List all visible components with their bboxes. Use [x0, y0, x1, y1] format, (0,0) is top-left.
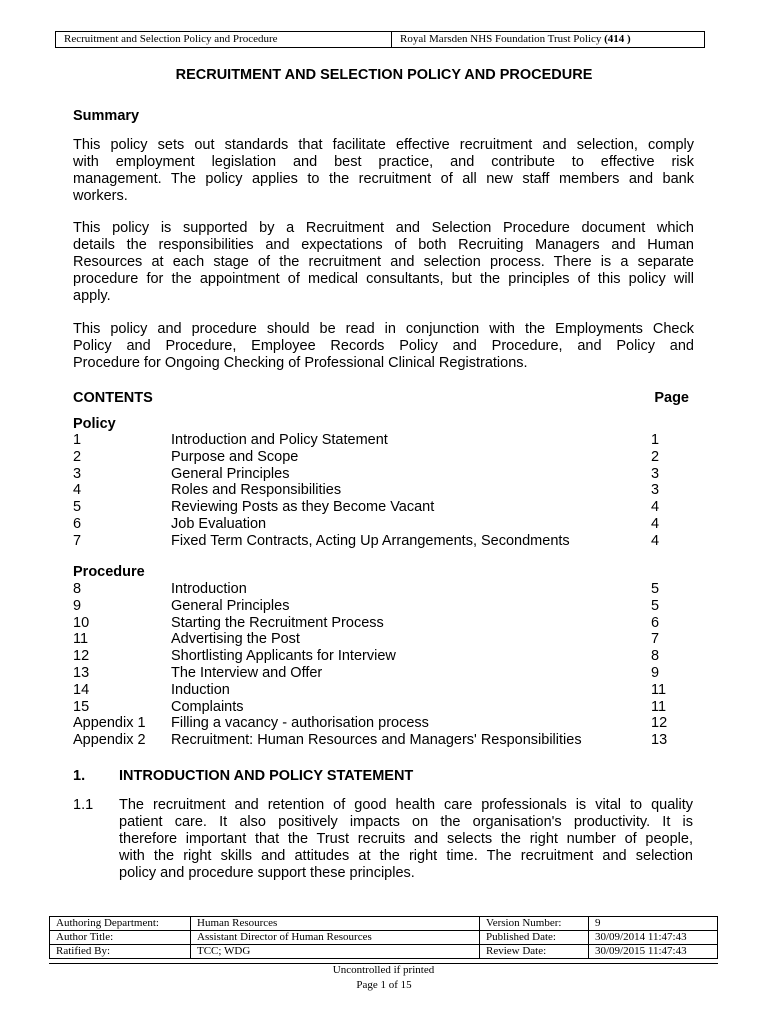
contents-entry-page: 4	[651, 515, 660, 532]
contents-entry-number: 12	[73, 648, 90, 665]
contents-entry	[73, 533, 693, 550]
contents-entry-number: 4	[73, 482, 82, 499]
page-number: Page 1 of 15	[356, 979, 412, 991]
contents-entry-page: 13	[651, 732, 668, 749]
contents-entry-title: Purpose and Scope	[171, 448, 299, 465]
contents-entry-number: 10	[73, 614, 90, 631]
header-trust-label: Royal Marsden NHS Foundation Trust Policy	[400, 33, 602, 45]
contents-entry-title: Advertising the Post	[171, 631, 300, 648]
text-line: Policy and Procedure, Employee Records Policy and Procedure, and Policy and	[73, 337, 694, 354]
summary-heading: Summary	[73, 108, 140, 124]
author-title-value: Assistant Director of Human Resources	[191, 931, 480, 945]
contents-entry-title: Complaints	[171, 698, 244, 715]
contents-entry-page: 1	[651, 432, 660, 448]
ratified-by-label: Ratified By:	[50, 945, 191, 959]
contents-entry	[73, 715, 693, 732]
table-row	[50, 931, 718, 945]
contents-entry-number: 3	[73, 465, 82, 482]
contents-entry	[73, 482, 693, 499]
contents-policy-list	[73, 432, 693, 550]
contents-entry-number: 5	[73, 499, 82, 516]
contents-entry-title: Induction	[171, 681, 230, 698]
section-title: INTRODUCTION AND POLICY STATEMENT	[119, 768, 414, 784]
text-line: Resources at each stage of the recruitment and selection process. There is a separate	[73, 253, 694, 270]
contents-entry-title: Starting the Recruitment Process	[171, 614, 384, 631]
contents-entry-number: 14	[73, 681, 90, 698]
author-title-label: Author Title:	[50, 931, 191, 945]
contents-entry-number: Appendix 1	[73, 715, 146, 732]
authoring-department-label: Authoring Department:	[50, 917, 191, 931]
text-line: procedure for the appointment of medical consultants, but the principles of this policy will	[73, 270, 694, 287]
contents-entry-page: 3	[651, 482, 660, 499]
contents-entry-title: General Principles	[171, 597, 290, 614]
contents-entry-number: 2	[73, 448, 82, 465]
contents-entry-page: 11	[651, 681, 667, 698]
contents-entry-number: 15	[73, 698, 90, 715]
text-line: workers.	[73, 187, 128, 204]
summary-paragraph-1	[73, 137, 694, 205]
text-line: The recruitment and retention of good health care professionals is vital to quality	[119, 797, 693, 813]
text-line: This policy sets out standards that facilitate effective recruitment and selection, comply	[73, 137, 694, 153]
contents-entry-number: 8	[73, 581, 82, 597]
contents-entry	[73, 699, 693, 716]
contents-entry-number: 13	[73, 664, 90, 681]
contents-page-heading: Page	[654, 390, 689, 406]
contents-entry-page: 2	[651, 448, 660, 465]
contents-entry-page: 7	[651, 631, 660, 648]
page-title: RECRUITMENT AND SELECTION POLICY AND PROCEDURE	[175, 67, 593, 83]
contents-entry-title: Roles and Responsibilities	[171, 482, 342, 499]
contents-entry-page: 5	[651, 581, 660, 597]
text-line: This policy is supported by a Recruitment and Selection Procedure document which	[73, 220, 694, 236]
contents-entry-number: Appendix 2	[73, 732, 146, 749]
contents-procedure-label: Procedure	[73, 564, 145, 580]
text-line: management. The policy applies to the recruitment of all new staff members and bank	[73, 170, 694, 187]
ratified-by-value: TCC; WDG	[191, 945, 480, 959]
text-line: This policy and procedure should be read in conjunction with the Employments Check	[73, 321, 694, 337]
version-value: 9	[589, 917, 718, 931]
contents-entry	[73, 631, 693, 648]
contents-heading: CONTENTS	[73, 390, 153, 406]
contents-entry	[73, 732, 693, 749]
text-line: with the right skills and attitudes at the right time. The recruitment and selection	[119, 847, 693, 864]
contents-entry	[73, 615, 693, 632]
contents-entry-title: The Interview and Offer	[171, 664, 323, 681]
header-policy-number: (414 )	[604, 33, 631, 45]
paragraph-1-1	[119, 797, 693, 881]
contents-entry-page: 11	[651, 698, 667, 715]
contents-entry	[73, 516, 693, 533]
contents-entry	[73, 499, 693, 516]
authoring-department-value: Human Resources	[191, 917, 480, 931]
contents-entry	[73, 581, 693, 598]
contents-entry-page: 4	[651, 499, 660, 516]
table-row	[50, 917, 718, 931]
contents-entry	[73, 682, 693, 699]
contents-entry	[73, 665, 693, 682]
contents-entry-title: Job Evaluation	[171, 515, 267, 532]
contents-entry-number: 11	[73, 631, 89, 648]
contents-entry-title: Recruitment: Human Resources and Managers' Responsibilities	[171, 732, 582, 749]
contents-entry-title: Filling a vacancy - authorisation process	[171, 715, 429, 732]
contents-entry-number: 6	[73, 515, 82, 532]
contents-entry	[73, 466, 693, 483]
text-line: details the responsibilities and expectations of both Recruiting Managers and Human	[73, 236, 694, 253]
contents-entry-number: 1	[73, 432, 82, 448]
review-date-label: Review Date:	[480, 945, 589, 959]
document-control-table	[49, 916, 718, 959]
section-number: 1.	[73, 768, 86, 784]
text-line: with employment legislation and best practice, and contribute to effective risk	[73, 153, 694, 170]
document-header	[55, 31, 705, 48]
uncontrolled-notice: Uncontrolled if printed	[49, 963, 718, 977]
contents-entry	[73, 432, 693, 449]
contents-entry-title: Reviewing Posts as they Become Vacant	[171, 499, 435, 516]
section-1-heading	[73, 768, 413, 784]
contents-entry-page: 8	[651, 648, 660, 665]
header-trust-policy	[392, 32, 704, 47]
published-date-label: Published Date:	[480, 931, 589, 945]
contents-entry-title: General Principles	[171, 465, 290, 482]
contents-entry-number: 7	[73, 532, 82, 549]
contents-entry	[73, 449, 693, 466]
contents-entry	[73, 648, 693, 665]
contents-entry-page: 4	[651, 532, 660, 549]
table-row	[50, 945, 718, 959]
contents-procedure-list	[73, 581, 693, 749]
header-document-title: Recruitment and Selection Policy and Procedure	[56, 32, 392, 47]
summary-paragraph-2	[73, 220, 694, 304]
contents-heading-row	[73, 390, 689, 406]
contents-entry-title: Fixed Term Contracts, Acting Up Arrangements, Secondments	[171, 532, 570, 549]
contents-entry-number: 9	[73, 597, 82, 614]
paragraph-number: 1.1	[73, 797, 94, 813]
published-date-value: 30/09/2014 11:47:43	[589, 931, 718, 945]
contents-entry-page: 9	[651, 664, 660, 681]
summary-paragraph-3	[73, 321, 694, 372]
contents-entry-page: 5	[651, 597, 660, 614]
contents-entry-title: Introduction and Policy Statement	[171, 432, 388, 448]
contents-entry-title: Introduction	[171, 581, 247, 597]
text-line: therefore important that the Trust recruits and selects the right number of people,	[119, 830, 693, 847]
contents-entry-title: Shortlisting Applicants for Interview	[171, 648, 396, 665]
text-line: apply.	[73, 287, 111, 304]
text-line: policy and procedure support these principles.	[119, 864, 415, 881]
contents-entry-page: 12	[651, 715, 668, 732]
contents-entry-page: 6	[651, 614, 660, 631]
contents-policy-label: Policy	[73, 416, 116, 432]
text-line: patient care. It also positively impacts on the organisation's productivity. It is	[119, 813, 693, 830]
contents-entry	[73, 598, 693, 615]
contents-entry-page: 3	[651, 465, 660, 482]
review-date-value: 30/09/2015 11:47:43	[589, 945, 718, 959]
version-label: Version Number:	[480, 917, 589, 931]
text-line: Procedure for Ongoing Checking of Professional Clinical Registrations.	[73, 354, 528, 371]
